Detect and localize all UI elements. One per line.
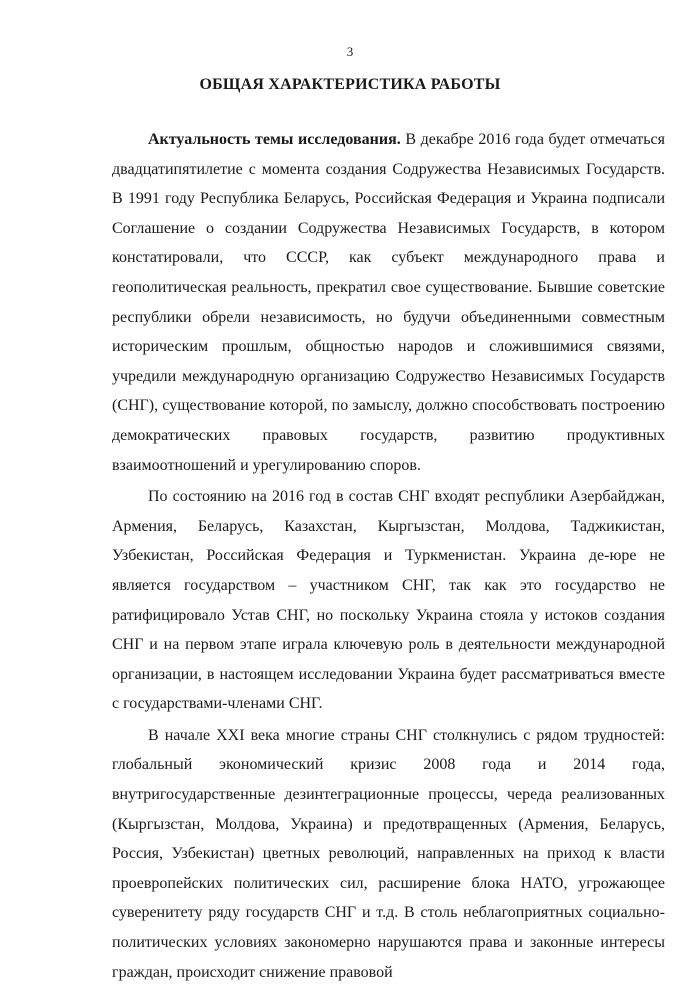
paragraph-lead: Актуальность темы исследования.: [148, 131, 401, 148]
paragraph-relevance: [112, 125, 665, 480]
document-body: [112, 125, 665, 987]
paragraph-text: В начале XXI века многие страны СНГ столкнулись с рядом трудностей: глобальный экономический кризис 2008 года и 2014 года, внутригосударственные дезинтеграционные процессы, череда реализованных (Кыргызстан, Молдова, Украина) и предотвращенных (Армения, Беларусь, Россия, Узбекистан) цветных революций, направленных на приход к власти проевропейских политических сил, расширение блока НАТО, угрожающее суверенитету ряду государств СНГ и т.д. В столь неблагоприятных социально-политических условиях закономерно нарушаются права и законные интересы граждан, происходит снижение правовой: [112, 726, 665, 981]
section-title: ОБЩАЯ ХАРАКТЕРИСТИКА РАБОТЫ: [199, 76, 501, 93]
paragraph-text: В декабре 2016 года будет отмечаться двадцатипятилетие с момента создания Содружества Независимых Государств. В 1991 году Республика Беларусь, Российская Федерация и Украина подписали Соглашение о создании Содружества Независимых Государств, в котором констатировали, что СССР, как субъект международного права и геополитическая реальность, прекратил свое существование. Бывшие советские республики обрели независимость, но будучи объединенными совместным историческим прошлым, общностью народов и сложившимися связями, учредили международную организацию Содружество Независимых Государств (СНГ), существование которой, по замыслу, должно способствовать построению демократических правовых государств, развитию продуктивных взаимоотношений и урегулированию споров.: [112, 131, 665, 474]
paragraph-text: По состоянию на 2016 год в состав СНГ входят республики Азербайджан, Армения, Беларусь, Казахстан, Кыргызстан, Молдова, Таджикистан, Узбекистан, Российская Федерация и Туркменистан. Украина де-юре не является государством – участником СНГ, так как это государство не ратифицировало Устав СНГ, но поскольку Украина стояла у истоков создания СНГ и на первом этапе играла ключевую роль в деятельности международной организации, в настоящем исследовании Украина будет рассматриваться вместе с государствами-членами СНГ.: [112, 488, 665, 713]
page-number: 3: [346, 44, 354, 59]
paragraph-challenges: [112, 721, 665, 987]
paragraph-membership: [112, 482, 665, 719]
